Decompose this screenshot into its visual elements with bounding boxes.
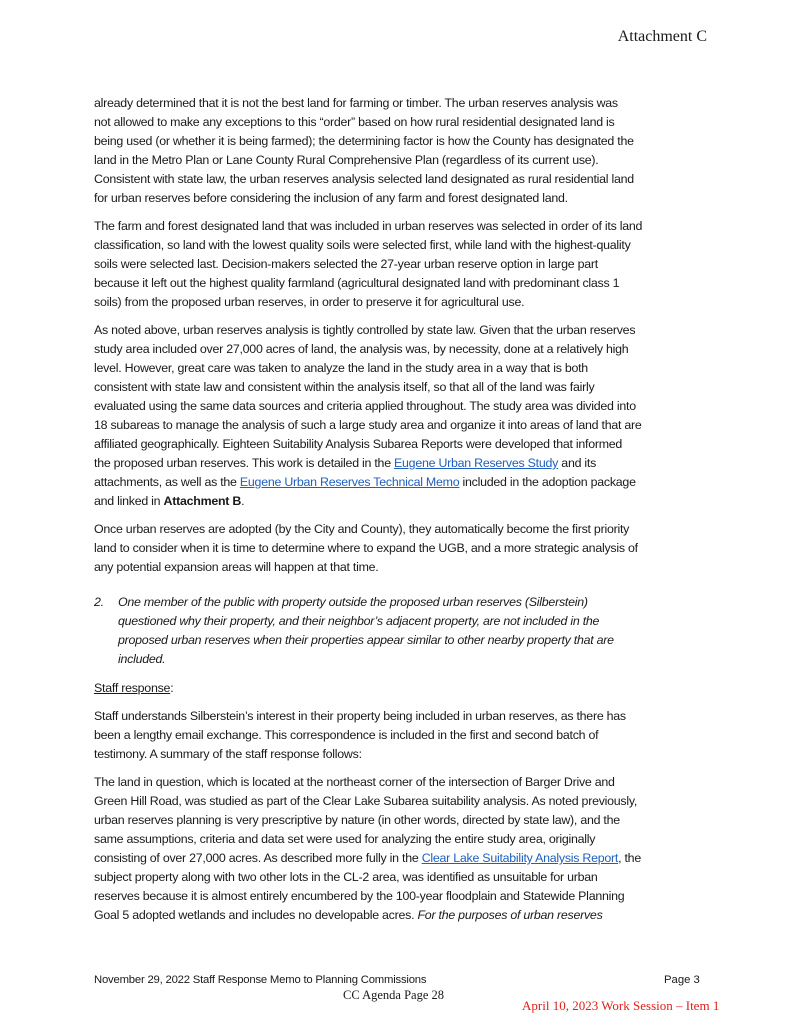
eugene-urban-reserves-study-link[interactable]: Eugene Urban Reserves Study xyxy=(394,456,559,470)
eugene-urban-reserves-technical-memo-link[interactable]: Eugene Urban Reserves Technical Memo xyxy=(239,475,460,489)
attachment-b-reference: Attachment B xyxy=(163,494,242,508)
text-line: questioned why their property, and their neighbor’s adjacent property, are not included in the xyxy=(118,614,600,628)
text-line xyxy=(94,849,706,868)
text-span: Goal 5 adopted wetlands and includes no developable acres. xyxy=(94,908,418,922)
footer-memo-title: November 29, 2022 Staff Response Memo to Planning Commissions xyxy=(94,974,427,986)
text-line: The farm and forest designated land that was included in urban reserves was selected in order of its land xyxy=(94,219,643,233)
footer-work-session-stamp: April 10, 2023 Work Session – Item 1 xyxy=(522,998,720,1013)
italic-text: For the purposes of urban reserves xyxy=(417,908,603,922)
text-line: consistent with state law and consistent within the analysis itself, so that all of the land was fairly xyxy=(94,380,595,394)
text-span: consisting of over 27,000 acres. As described more fully in the xyxy=(94,851,422,865)
text-span: included in the adoption package xyxy=(459,475,636,489)
text-span: attachments, as well as the xyxy=(94,475,240,489)
text-line: soils were selected last. Decision-makers selected the 27-year urban reserve option in large part xyxy=(94,257,598,271)
text-line: soils) from the proposed urban reserves, in order to preserve it for agricultural use. xyxy=(94,295,525,309)
footer-page-number: Page 3 xyxy=(664,974,700,986)
text-line: already determined that it is not the best land for farming or timber. The urban reserves analysis was xyxy=(94,96,618,110)
text-line: Green Hill Road, was studied as part of the Clear Lake Subarea suitability analysis. As noted previously, xyxy=(94,794,638,808)
text-line: for urban reserves before considering the inclusion of any farm and forest designated land. xyxy=(94,191,568,205)
list-number: 2. xyxy=(94,595,104,609)
text-line: study area included over 27,000 acres of land, the analysis was, by necessity, done at a relatively high xyxy=(94,342,629,356)
text-span: , the xyxy=(618,851,641,865)
clear-lake-suitability-report-link[interactable]: Clear Lake Suitability Analysis Report xyxy=(421,851,619,865)
text-line: been a lengthy email exchange. This correspondence is included in the first and second batch of xyxy=(94,728,599,742)
text-line xyxy=(94,454,706,473)
attachment-label: Attachment C xyxy=(617,28,707,45)
paragraph-state-law xyxy=(94,321,706,511)
text-line xyxy=(94,906,706,925)
text-line: proposed urban reserves when their properties appear similar to other nearby property that are xyxy=(118,633,614,647)
paragraph-farm-forest xyxy=(94,217,706,312)
text-line: included. xyxy=(118,652,166,666)
paragraph-adoption xyxy=(94,520,706,577)
text-span: . xyxy=(241,494,245,508)
text-line xyxy=(94,473,706,492)
text-line: land in the Metro Plan or Lane County Rural Comprehensive Plan (regardless of its current use). xyxy=(94,153,599,167)
text-line: testimony. A summary of the staff response follows: xyxy=(94,747,362,761)
text-span: the proposed urban reserves. This work is detailed in the xyxy=(94,456,395,470)
text-line: The land in question, which is located at the northeast corner of the intersection of Barger Drive and xyxy=(94,775,615,789)
text-line: land to consider when it is time to determine where to expand the UGB, and a more strategic analysis of xyxy=(94,541,638,555)
text-line: Once urban reserves are adopted (by the City and County), they automatically become the first priority xyxy=(94,522,630,536)
paragraph-land-in-question xyxy=(94,773,706,925)
staff-response-heading xyxy=(94,679,706,698)
text-span: and linked in xyxy=(94,494,164,508)
text-line: As noted above, urban reserves analysis is tightly controlled by state law. Given that the urban reserves xyxy=(94,323,636,337)
text-line: 18 subareas to manage the analysis of such a large study area and organize it into areas of land that are xyxy=(94,418,642,432)
text-line: any potential expansion areas will happen at that time. xyxy=(94,560,379,574)
text-line: Consistent with state law, the urban reserves analysis selected land designated as rural residential land xyxy=(94,172,634,186)
text-line: reserves because it is almost entirely encumbered by the 100-year floodplain and Statewide Planning xyxy=(94,889,625,903)
text-line: Staff understands Silberstein’s interest in their property being included in urban reserves, as there has xyxy=(94,709,626,723)
text-line: level. However, great care was taken to analyze the land in the study area in a way that is both xyxy=(94,361,588,375)
footer-cc-agenda-page: CC Agenda Page 28 xyxy=(343,988,445,1002)
text-span: and its xyxy=(558,456,597,470)
text-line: same assumptions, criteria and data set were used for analyzing the entire study area, originally xyxy=(94,832,596,846)
text-line: subject property along with two other lots in the CL-2 area, was identified as unsuitable for urban xyxy=(94,870,598,884)
text-line xyxy=(94,492,706,511)
text-line: One member of the public with property outside the proposed urban reserves (Silberstein) xyxy=(118,595,588,609)
text-line: urban reserves planning is very prescriptive by nature (in other words, directed by state law), and the xyxy=(94,813,620,827)
text-line: being used (or whether it is being farmed); the determining factor is how the County has designated the xyxy=(94,134,634,148)
heading-colon: : xyxy=(170,681,174,695)
text-line: evaluated using the same data sources and criteria applied throughout. The study area was divided into xyxy=(94,399,636,413)
heading-text: Staff response xyxy=(94,681,171,695)
text-line: affiliated geographically. Eighteen Suitability Analysis Subarea Reports were developed that informed xyxy=(94,437,623,451)
text-line: because it left out the highest quality farmland (agricultural designated land with predominant class 1 xyxy=(94,276,620,290)
document-body xyxy=(94,94,706,934)
public-comment-item xyxy=(94,593,706,669)
paragraph-ordering xyxy=(94,94,706,208)
text-line: classification, so land with the lowest quality soils were selected first, while land with the highest-quality xyxy=(94,238,631,252)
text-line: not allowed to make any exceptions to this “order” based on how rural residential designated land is xyxy=(94,115,615,129)
paragraph-staff-understands xyxy=(94,707,706,764)
